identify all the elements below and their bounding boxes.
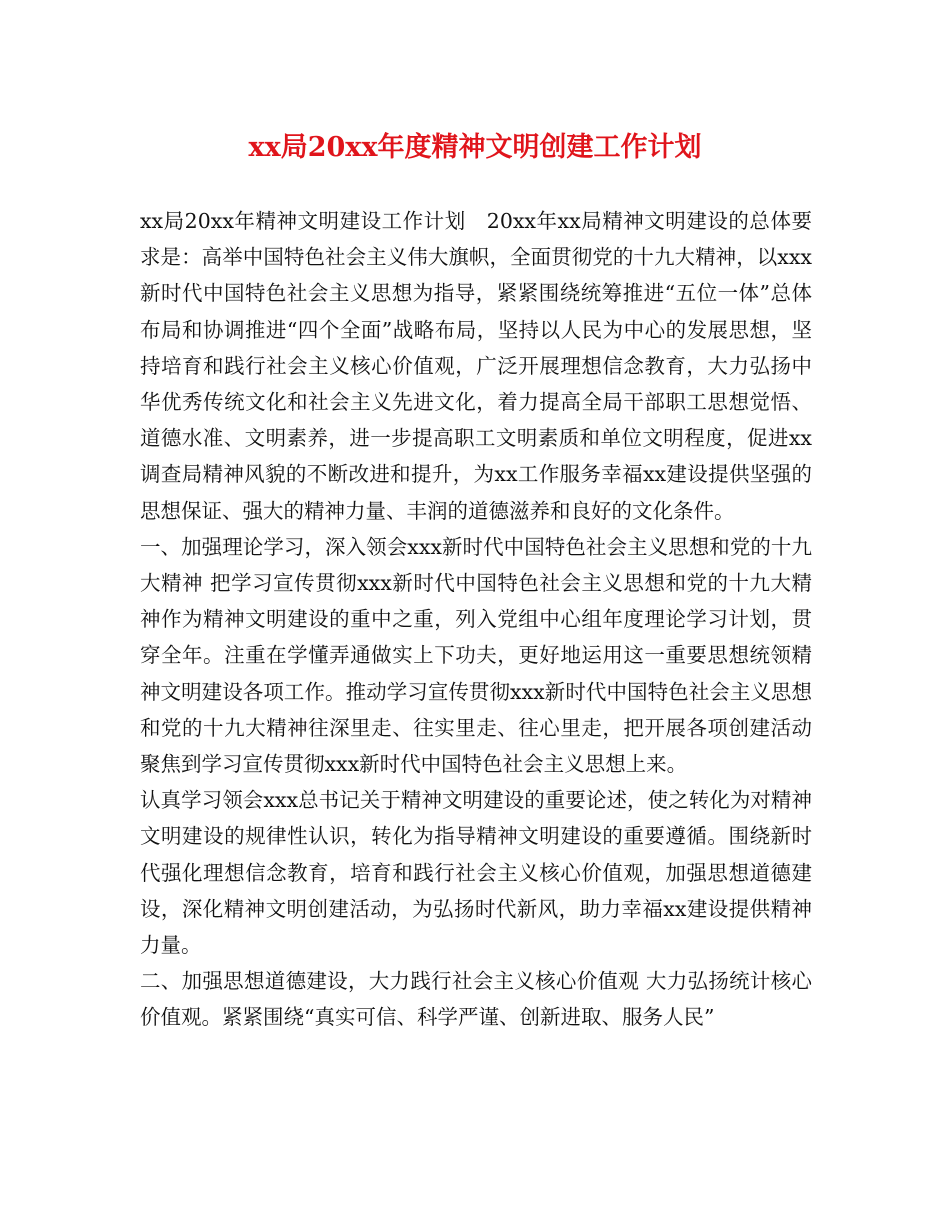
body-paragraph-study: 认真学习领会xxx总书记关于精神文明建设的重要论述，使之转化为对精神文明建设的规律性认识，转化为指导精神文明建设的重要遵循。围绕新时代强化理想信念教育，培育和践行社会主义核心价值观，加强思想道德建设，深化精神文明创建活动，为弘扬时代新风，助力幸福xx建设提供精神力量。 — [140, 788, 812, 958]
body-paragraph-section-one: 一、加强理论学习，深入领会xxx新时代中国特色社会主义思想和党的十九大精神 把学习宣传贯彻xxx新时代中国特色社会主义思想和党的十九大精神作为精神文明建设的重中之重，列入党组中心组年度理论学习计划，贯穿全年。注重在学懂弄通做实上下功夫，更好地运用这一重要思想统领精神文明建设各项工作。推动学习宣传贯彻xxx新时代中国特色社会主义思想和党的十九大精神往深里走、往实里走、往心里走，把开展各项创建活动聚焦到学习宣传贯彻xxx新时代中国特色社会主义思想上来。 — [140, 534, 812, 777]
body-paragraph-intro: xx局20xx年精神文明建设工作计划 20xx年xx局精神文明建设的总体要求是：高举中国特色社会主义伟大旗帜，全面贯彻党的十九大精神，以xxx新时代中国特色社会主义思想为指导，紧紧围绕统筹推进“五位一体”总体布局和协调推进“四个全面”战略布局，坚持以人民为中心的发展思想，坚持培育和践行社会主义核心价值观，广泛开展理想信念教育，大力弘扬中华优秀传统文化和社会主义先进文化，着力提高全局干部职工思想觉悟、道德水准、文明素养，进一步提高职工文明素质和单位文明程度，促进xx调查局精神风貌的不断改进和提升，为xx工作服务幸福xx建设提供坚强的思想保证、强大的精神力量、丰润的道德滋养和良好的文化条件。 — [140, 209, 812, 523]
document-body — [140, 203, 812, 1036]
document-title: xx局20xx年度精神文明创建工作计划 — [248, 132, 702, 163]
body-paragraph-section-two: 二、加强思想道德建设，大力践行社会主义核心价值观 大力弘扬统计核心价值观。紧紧围绕“真实可信、科学严谨、创新进取、服务人民” — [140, 969, 812, 1030]
